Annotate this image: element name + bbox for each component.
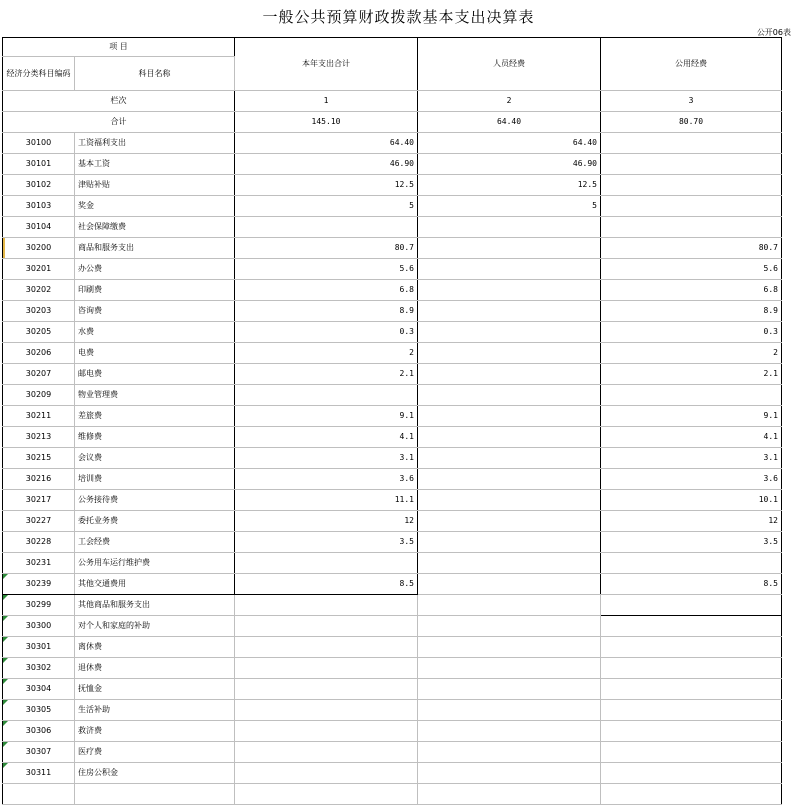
row-personnel-value[interactable] [418,490,601,511]
row-subject-name[interactable]: 维修费 [75,427,235,448]
row-personnel-value[interactable] [418,721,601,742]
table-row[interactable] [3,217,782,238]
row-total-value[interactable] [235,721,418,742]
row-total-value[interactable] [235,595,418,616]
row-code[interactable]: 30301 [3,637,75,658]
row-subject-name[interactable]: 办公费 [75,259,235,280]
econ-code-header: 经济分类科目编码 [3,57,75,91]
row-subject-name[interactable]: 电费 [75,343,235,364]
row-subject-name[interactable]: 生活补助 [75,700,235,721]
row-code[interactable]: 30304 [3,679,75,700]
table-row[interactable] [3,469,782,490]
row-public-value[interactable] [601,595,782,616]
row-code[interactable]: 30305 [3,700,75,721]
row-personnel-value[interactable] [418,427,601,448]
row-subject-name[interactable]: 离休费 [75,637,235,658]
row-code[interactable]: 30211 [3,406,75,427]
sum-personnel: 64.40 [418,112,601,133]
row-code[interactable]: 30215 [3,448,75,469]
row-public-value[interactable]: 0.3 [601,322,782,343]
row-total-value[interactable] [235,763,418,784]
table-row[interactable] [3,238,782,259]
row-total-value[interactable]: 8.5 [235,574,418,595]
row-public-value[interactable] [601,196,782,217]
table-row[interactable] [3,553,782,574]
row-total-value[interactable] [235,700,418,721]
row-code[interactable]: 30307 [3,742,75,763]
row-public-value[interactable]: 5.6 [601,259,782,280]
sum-total: 145.10 [235,112,418,133]
row-total-value[interactable]: 12 [235,511,418,532]
row-code[interactable]: 30100 [3,133,75,154]
row-total-value[interactable]: 6.8 [235,280,418,301]
row-public-value[interactable] [601,175,782,196]
row-subject-name[interactable]: 差旅费 [75,406,235,427]
row-personnel-value[interactable] [418,301,601,322]
table-row[interactable] [3,343,782,364]
row-code[interactable]: 30302 [3,658,75,679]
row-public-value[interactable]: 2 [601,343,782,364]
row-total-value[interactable]: 9.1 [235,406,418,427]
table-row[interactable] [3,406,782,427]
row-public-value[interactable] [601,679,782,700]
row-personnel-value[interactable] [418,637,601,658]
table-row[interactable] [3,448,782,469]
row-total-value[interactable] [235,616,418,637]
row-personnel-value[interactable] [418,595,601,616]
sum-label: 合计 [3,112,235,133]
table-row[interactable] [3,658,782,679]
row-total-value[interactable]: 46.90 [235,154,418,175]
row-personnel-value[interactable] [418,343,601,364]
expenditure-table [2,37,782,805]
row-public-value[interactable] [601,553,782,574]
row-code[interactable]: 30213 [3,427,75,448]
row-public-value[interactable]: 8.5 [601,574,782,595]
row-personnel-value[interactable] [418,763,601,784]
row-subject-name[interactable]: 工会经费 [75,532,235,553]
table-row[interactable] [3,154,782,175]
row-personnel-value[interactable] [418,364,601,385]
row-personnel-value[interactable] [418,511,601,532]
table-row[interactable] [3,679,782,700]
row-subject-name[interactable]: 委托业务费 [75,511,235,532]
table-row[interactable] [3,574,782,595]
table-row[interactable] [3,280,782,301]
row-code[interactable]: 30300 [3,616,75,637]
row-subject-name[interactable]: 工资福利支出 [75,133,235,154]
row-personnel-value[interactable] [418,469,601,490]
column-number-3: 3 [601,91,782,112]
row-subject-name[interactable]: 咨询费 [75,301,235,322]
row-code[interactable]: 30102 [3,175,75,196]
row-public-value[interactable]: 4.1 [601,427,782,448]
row-public-value[interactable] [601,133,782,154]
row-total-value[interactable]: 64.40 [235,133,418,154]
row-code[interactable]: 30206 [3,343,75,364]
table-row[interactable] [3,532,782,553]
row-public-value[interactable]: 3.6 [601,469,782,490]
row-total-value[interactable] [235,385,418,406]
table-row[interactable] [3,322,782,343]
row-personnel-value[interactable] [418,616,601,637]
row-total-value[interactable] [235,742,418,763]
column-number-1: 1 [235,91,418,112]
row-total-value[interactable] [235,217,418,238]
row-subject-name[interactable]: 公务用车运行维护费 [75,553,235,574]
row-subject-name[interactable]: 基本工资 [75,154,235,175]
table-row[interactable] [3,637,782,658]
row-code[interactable]: 30216 [3,469,75,490]
row-total-value[interactable] [235,679,418,700]
row-subject-name[interactable]: 邮电费 [75,364,235,385]
column-number-2: 2 [418,91,601,112]
row-subject-name[interactable]: 奖金 [75,196,235,217]
row-code[interactable]: 30239 [3,574,75,595]
row-total-value[interactable] [235,658,418,679]
table-row[interactable] [3,742,782,763]
table-row[interactable] [3,196,782,217]
row-personnel-value[interactable]: 46.90 [418,154,601,175]
row-public-value[interactable]: 12 [601,511,782,532]
table-row[interactable] [3,133,782,154]
sum-public: 80.70 [601,112,782,133]
row-personnel-value[interactable]: 64.40 [418,133,601,154]
row-personnel-value[interactable] [418,658,601,679]
row-subject-name[interactable]: 社会保障缴费 [75,217,235,238]
row-code[interactable]: 30202 [3,280,75,301]
row-code[interactable]: 30231 [3,553,75,574]
table-row[interactable] [3,784,782,805]
row-subject-name[interactable]: 水费 [75,322,235,343]
row-code[interactable]: 30103 [3,196,75,217]
row-code[interactable]: 30217 [3,490,75,511]
table-row[interactable] [3,385,782,406]
row-personnel-value[interactable] [418,448,601,469]
row-public-value[interactable] [601,721,782,742]
row-subject-name[interactable]: 抚恤金 [75,679,235,700]
row-code[interactable]: 30228 [3,532,75,553]
row-personnel-value[interactable] [418,700,601,721]
table-row[interactable] [3,175,782,196]
row-total-value[interactable] [235,784,418,805]
row-total-value[interactable]: 3.5 [235,532,418,553]
row-total-value[interactable]: 3.1 [235,448,418,469]
row-code[interactable]: 30299 [3,595,75,616]
row-code[interactable]: 30209 [3,385,75,406]
row-total-value[interactable]: 2 [235,343,418,364]
row-subject-name[interactable]: 培训费 [75,469,235,490]
row-public-value[interactable] [601,763,782,784]
subject-name-header: 科目名称 [75,57,235,91]
row-code[interactable] [3,784,75,805]
row-public-value[interactable]: 3.1 [601,448,782,469]
row-personnel-value[interactable]: 5 [418,196,601,217]
report-title: 一般公共预算财政拨款基本支出决算表 [262,8,535,26]
row-code[interactable]: 30306 [3,721,75,742]
row-personnel-value[interactable] [418,742,601,763]
row-subject-name[interactable]: 对个人和家庭的补助 [75,616,235,637]
row-code[interactable]: 30311 [3,763,75,784]
personnel-column-header: 人员经费 [418,38,601,91]
table-row[interactable] [3,259,782,280]
row-total-value[interactable]: 3.6 [235,469,418,490]
table-row[interactable] [3,427,782,448]
row-total-value[interactable]: 4.1 [235,427,418,448]
row-public-value[interactable]: 9.1 [601,406,782,427]
row-public-value[interactable] [601,637,782,658]
row-total-value[interactable]: 2.1 [235,364,418,385]
row-public-value[interactable] [601,154,782,175]
row-code[interactable]: 30201 [3,259,75,280]
row-public-value[interactable]: 10.1 [601,490,782,511]
row-personnel-value[interactable] [418,322,601,343]
row-subject-name[interactable]: 津贴补贴 [75,175,235,196]
row-code[interactable]: 30101 [3,154,75,175]
table-row[interactable] [3,595,782,616]
column-number-label: 栏次 [3,91,235,112]
total-column-header: 本年支出合计 [235,38,418,91]
row-total-value[interactable]: 0.3 [235,322,418,343]
row-public-value[interactable] [601,217,782,238]
row-subject-name[interactable]: 退休费 [75,658,235,679]
row-subject-name[interactable]: 商品和服务支出 [75,238,235,259]
row-public-value[interactable] [601,784,782,805]
row-total-value[interactable]: 80.7 [235,238,418,259]
row-subject-name[interactable]: 公务接待费 [75,490,235,511]
row-total-value[interactable]: 5 [235,196,418,217]
row-public-value[interactable]: 8.9 [601,301,782,322]
table-row[interactable] [3,364,782,385]
project-header: 项 目 [3,38,235,57]
row-subject-name[interactable]: 会议费 [75,448,235,469]
table-row[interactable] [3,616,782,637]
row-personnel-value[interactable] [418,679,601,700]
row-subject-name[interactable] [75,784,235,805]
table-row[interactable] [3,490,782,511]
row-subject-name[interactable]: 其他商品和服务支出 [75,595,235,616]
row-public-value[interactable] [601,700,782,721]
row-personnel-value[interactable] [418,532,601,553]
row-personnel-value[interactable] [418,406,601,427]
row-code[interactable]: 30227 [3,511,75,532]
row-code[interactable]: 30104 [3,217,75,238]
table-row[interactable] [3,763,782,784]
row-public-value[interactable]: 3.5 [601,532,782,553]
table-row[interactable] [3,511,782,532]
row-personnel-value[interactable]: 12.5 [418,175,601,196]
row-personnel-value[interactable] [418,784,601,805]
row-total-value[interactable]: 12.5 [235,175,418,196]
row-code[interactable]: 30200 [3,238,75,259]
public-column-header: 公用经费 [601,38,782,91]
row-code[interactable]: 30205 [3,322,75,343]
row-personnel-value[interactable] [418,217,601,238]
row-total-value[interactable]: 11.1 [235,490,418,511]
form-number: 公开06表 [756,28,791,37]
row-subject-name[interactable]: 医疗费 [75,742,235,763]
row-public-value[interactable] [601,742,782,763]
row-public-value[interactable] [601,616,782,637]
row-total-value[interactable]: 8.9 [235,301,418,322]
row-public-value[interactable] [601,385,782,406]
row-public-value[interactable]: 6.8 [601,280,782,301]
row-public-value[interactable] [601,658,782,679]
row-subject-name[interactable]: 印刷费 [75,280,235,301]
row-code[interactable]: 30207 [3,364,75,385]
row-total-value[interactable] [235,637,418,658]
row-public-value[interactable]: 2.1 [601,364,782,385]
table-row[interactable] [3,721,782,742]
row-total-value[interactable]: 5.6 [235,259,418,280]
table-row[interactable] [3,700,782,721]
row-subject-name[interactable]: 物业管理费 [75,385,235,406]
row-total-value[interactable] [235,553,418,574]
row-subject-name[interactable]: 救济费 [75,721,235,742]
row-personnel-value[interactable] [418,553,601,574]
row-personnel-value[interactable] [418,259,601,280]
row-subject-name[interactable]: 住房公积金 [75,763,235,784]
row-public-value[interactable]: 80.7 [601,238,782,259]
row-personnel-value[interactable] [418,385,601,406]
row-personnel-value[interactable] [418,238,601,259]
row-personnel-value[interactable] [418,280,601,301]
row-code[interactable]: 30203 [3,301,75,322]
row-subject-name[interactable]: 其他交通费用 [75,574,235,595]
table-row[interactable] [3,301,782,322]
row-personnel-value[interactable] [418,574,601,595]
